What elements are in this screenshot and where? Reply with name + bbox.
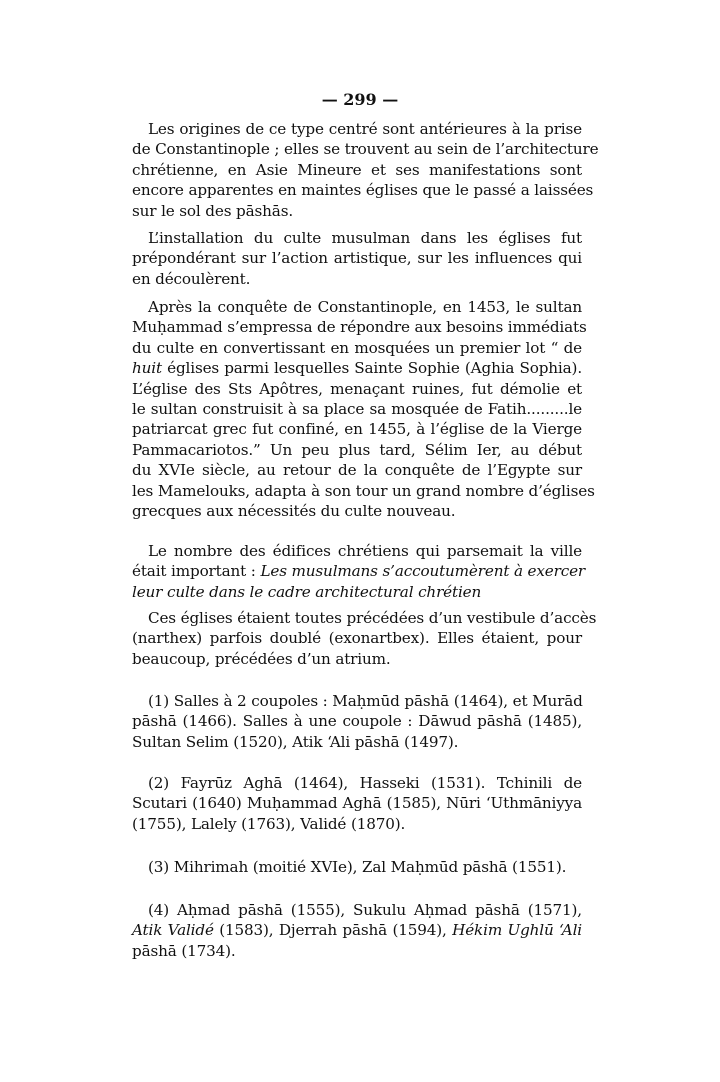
text-line — [132, 440, 582, 460]
text-line — [132, 248, 582, 268]
text-line — [132, 561, 586, 581]
text-segment: du XVIe siècle, au retour de la conquête de l’Egypte sur — [132, 461, 582, 480]
text-line — [132, 317, 587, 337]
paragraph-conquete — [132, 297, 595, 521]
text-segment: était important : — [132, 562, 261, 581]
text-line — [132, 711, 582, 731]
text-line — [132, 541, 582, 561]
text-segment: de Constantinople ; elles se trouvent au sein de l’architecture — [132, 140, 599, 159]
italic-text: huit — [132, 359, 162, 378]
text-line — [132, 501, 582, 521]
text-line — [132, 180, 594, 200]
footnote-4 — [132, 900, 582, 961]
text-segment: Pammacariotos.” Un peu plus tard, Sélim Ier, au début — [132, 440, 582, 459]
text-line — [132, 793, 582, 813]
text-line — [132, 732, 582, 752]
text-line — [132, 338, 582, 358]
text-line — [132, 419, 582, 439]
text-segment: L’installation du culte musulman dans les églises fut — [148, 229, 582, 247]
text-segment: grecques aux nécessités du culte nouveau. — [132, 501, 456, 520]
text-segment: chrétienne, en Asie Mineure et ses manifestations sont — [132, 160, 582, 179]
footnote-1 — [132, 691, 582, 752]
text-segment: le sultan construisit à sa place sa mosquée de Fatih.........le — [132, 399, 582, 418]
text-segment: L’église des Sts Apôtres, menaçant ruines, fut démolie et — [132, 379, 582, 398]
text-line — [132, 582, 582, 602]
paragraph-eglises — [132, 608, 597, 669]
text-line — [132, 814, 582, 834]
text-segment: prépondérant sur l’action artistique, sur les influences qui — [132, 249, 582, 268]
text-line — [132, 628, 582, 648]
text-line — [132, 139, 599, 159]
text-line — [132, 297, 582, 317]
text-segment: (3) Mihrimah (moitié XVIe), Zal Maḥmūd pāshā (1551). — [148, 858, 567, 876]
paragraph-nombre — [132, 541, 586, 602]
italic-text: Hékim Ughlū ‘Ali — [452, 921, 582, 940]
text-segment: les Mamelouks, adapta à son tour un grand nombre d’églises — [132, 481, 595, 500]
text-segment: Après la conquête de Constantinople, en 1453, le sultan — [148, 298, 582, 316]
text-line — [132, 920, 582, 940]
text-line — [132, 228, 582, 248]
text-segment: beaucoup, précédées d’un atrium. — [132, 649, 391, 668]
text-line — [132, 900, 582, 920]
text-segment: églises parmi lesquelles Sainte Sophie (Aghia Sophia). — [161, 359, 582, 378]
text-segment: encore apparentes en maintes églises que le passé a laissées — [132, 181, 594, 200]
text-line — [132, 941, 582, 961]
text-line — [132, 379, 582, 399]
text-line — [132, 460, 582, 480]
text-line — [132, 201, 582, 221]
text-segment: (4) Aḥmad pāshā (1555), Sukulu Aḥmad pāshā (1571), — [148, 901, 582, 919]
text-segment: Scutari (1640) Muḥammad Aghā (1585), Nūri ‘Uthmāniyya — [132, 794, 582, 813]
text-segment: (1755), Lalely (1763), Validé (1870). — [132, 814, 406, 833]
text-segment: du culte en convertissant en mosquées un premier lot “ de — [132, 338, 582, 357]
footnote-3 — [132, 857, 582, 877]
paragraph-origins — [132, 119, 599, 221]
paragraph-installation — [132, 228, 582, 289]
italic-text: Les musulmans s’accoutumèrent à exercer — [260, 562, 586, 581]
text-line — [132, 119, 582, 139]
text-line — [132, 691, 582, 711]
text-line — [132, 608, 597, 628]
text-line — [132, 160, 582, 180]
text-line — [132, 481, 595, 501]
text-segment: Muḥammad s’empressa de répondre aux besoins immédiats — [132, 318, 587, 337]
text-segment: Le nombre des édifices chrétiens qui parsemait la ville — [148, 542, 582, 560]
text-line — [132, 773, 582, 793]
italic-text: leur culte dans le cadre architectural chrétien — [132, 582, 482, 601]
text-segment: Sultan Selim (1520), Atik ‘Ali pāshā (1497). — [132, 732, 459, 751]
text-line — [132, 649, 582, 669]
text-line — [132, 857, 582, 877]
footnote-2 — [132, 773, 582, 834]
text-segment: Ces églises étaient toutes précédées d’un vestibule d’accès — [148, 609, 597, 627]
text-segment: (1) Salles à 2 coupoles : Maḥmūd pāshā (1464), et Murād — [148, 692, 583, 710]
text-segment: en découlèrent. — [132, 269, 251, 288]
text-segment: pāshā (1734). — [132, 941, 236, 960]
text-segment: (1583), Djerrah pāshā (1594), — [213, 921, 453, 940]
text-line — [132, 358, 582, 378]
text-segment: Les origines de ce type centré sont antérieures à la prise — [148, 120, 582, 138]
text-segment: (2) Fayrūz Aghā (1464), Hasseki (1531). Tchinili de — [148, 774, 582, 792]
text-segment: patriarcat grec fut confiné, en 1455, à l’église de la Vierge — [132, 420, 582, 439]
text-segment: pāshā (1466). Salles à une coupole : Dāwud pāshā (1485), — [132, 712, 582, 731]
italic-text: Atik Validé — [132, 921, 214, 940]
text-segment: sur le sol des pāshās. — [132, 201, 294, 220]
text-line — [132, 399, 582, 419]
page-number: — 299 — — [321, 90, 399, 109]
text-line — [132, 269, 582, 289]
text-segment: (narthex) parfois doublé (exonartbex). Elles étaient, pour — [132, 629, 582, 648]
